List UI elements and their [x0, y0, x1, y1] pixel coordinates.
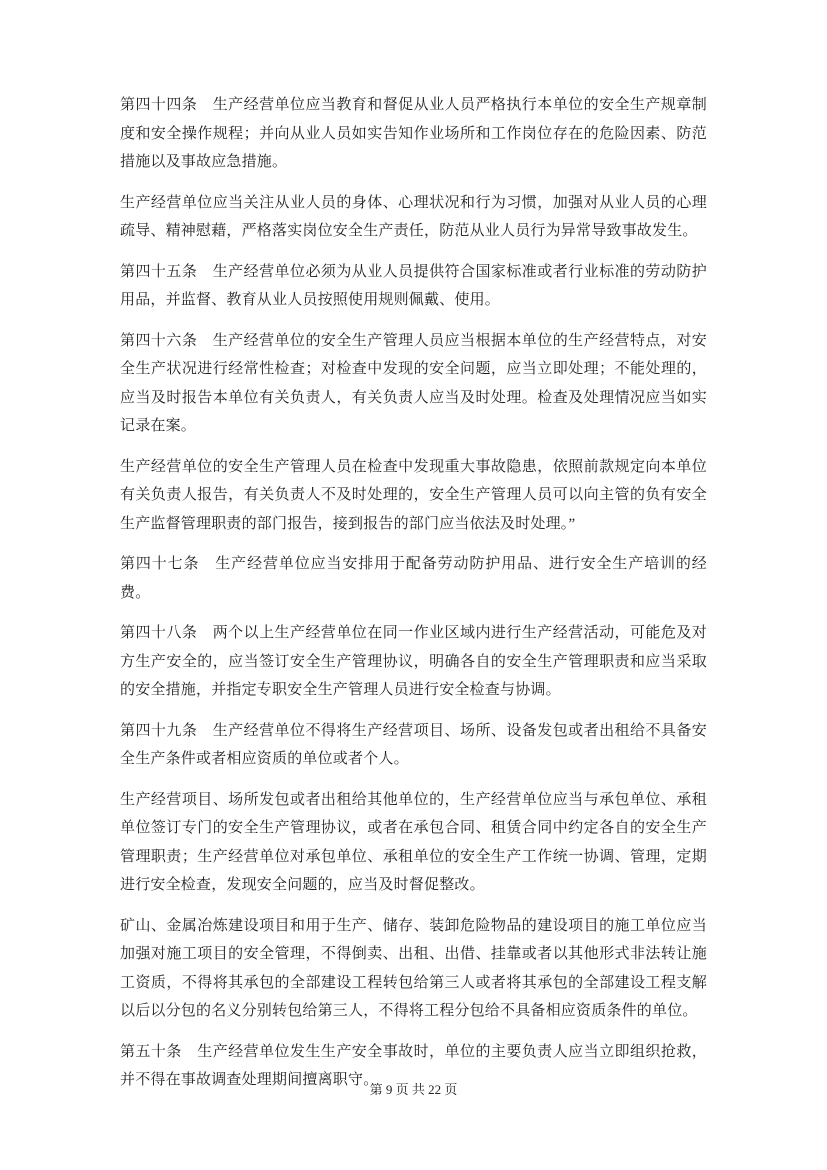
page-footer [0, 1081, 827, 1099]
paragraph-article-44: 第四十四条 生产经营单位应当教育和督促从业人员严格执行本单位的安全生产规章制度和安全操作规程；并向从业人员如实告知作业场所和工作岗位存在的危险因素、防范措施以及事故应急措施。 [120, 97, 707, 170]
paragraph-article-45: 第四十五条 生产经营单位必须为从业人员提供符合国家标准或者行业标准的劳动防护用品，并监督、教育从业人员按照使用规则佩戴、使用。 [120, 263, 707, 308]
paragraph-article-49: 第四十九条 生产经营单位不得将生产经营项目、场所、设备发包或者出租给不具备安全生产条件或者相应资质的单位或者个人。 [120, 722, 707, 767]
paragraph-article-44-cont: 生产经营单位应当关注从业人员的身体、心理状况和行为习惯，加强对从业人员的心理疏导、精神慰藉，严格落实岗位安全生产责任，防范从业人员行为异常导致事故发生。 [120, 194, 707, 239]
paragraph-article-49-cont: 生产经营项目、场所发包或者出租给其他单位的，生产经营单位应当与承包单位、承租单位签订专门的安全生产管理协议，或者在承包合同、租赁合同中约定各自的安全生产管理职责；生产经营单位对承包单位、承租单位的安全生产工作统一协调、管理，定期进行安全检查，发现安全问题的，应当及时督促整改。 [120, 791, 707, 893]
document-body [120, 91, 707, 1095]
page-number-text: 第 9 页 共 22 页 [369, 1082, 458, 1097]
paragraph-article-47: 第四十七条 生产经营单位应当安排用于配备劳动防护用品、进行安全生产培训的经费。 [120, 556, 707, 601]
paragraph-article-46: 第四十六条 生产经营单位的安全生产管理人员应当根据本单位的生产经营特点，对安全生产状况进行经常性检查；对检查中发现的安全问题，应当立即处理；不能处理的，应当及时报告本单位有关负责人，有关负责人应当及时处理。检查及处理情况应当如实记录在案。 [120, 332, 707, 434]
paragraph-article-48: 第四十八条 两个以上生产经营单位在同一作业区域内进行生产经营活动，可能危及对方生产安全的，应当签订安全生产管理协议，明确各自的安全生产管理职责和应当采取的安全措施，并指定专职安全生产管理人员进行安全检查与协调。 [120, 625, 707, 698]
paragraph-article-49-cont-2: 矿山、金属冶炼建设项目和用于生产、储存、装卸危险物品的建设项目的施工单位应当加强对施工项目的安全管理，不得倒卖、出租、出借、挂靠或者以其他形式非法转让施工资质，不得将其承包的全部建设工程转包给第三人或者将其承包的全部建设工程支解以后以分包的名义分别转包给第三人，不得将工程分包给不具备相应资质条件的单位。 [120, 917, 707, 1019]
paragraph-article-50: 第五十条 生产经营单位发生生产安全事故时，单位的主要负责人应当立即组织抢救，并不得在事故调查处理期间擅离职守。 [120, 1043, 707, 1088]
paragraph-article-46-cont: 生产经营单位的安全生产管理人员在检查中发现重大事故隐患，依照前款规定向本单位有关负责人报告，有关负责人不及时处理的，安全生产管理人员可以向主管的负有安全生产监督管理职责的部门报告，接到报告的部门应当依法及时处理。” [120, 458, 707, 532]
